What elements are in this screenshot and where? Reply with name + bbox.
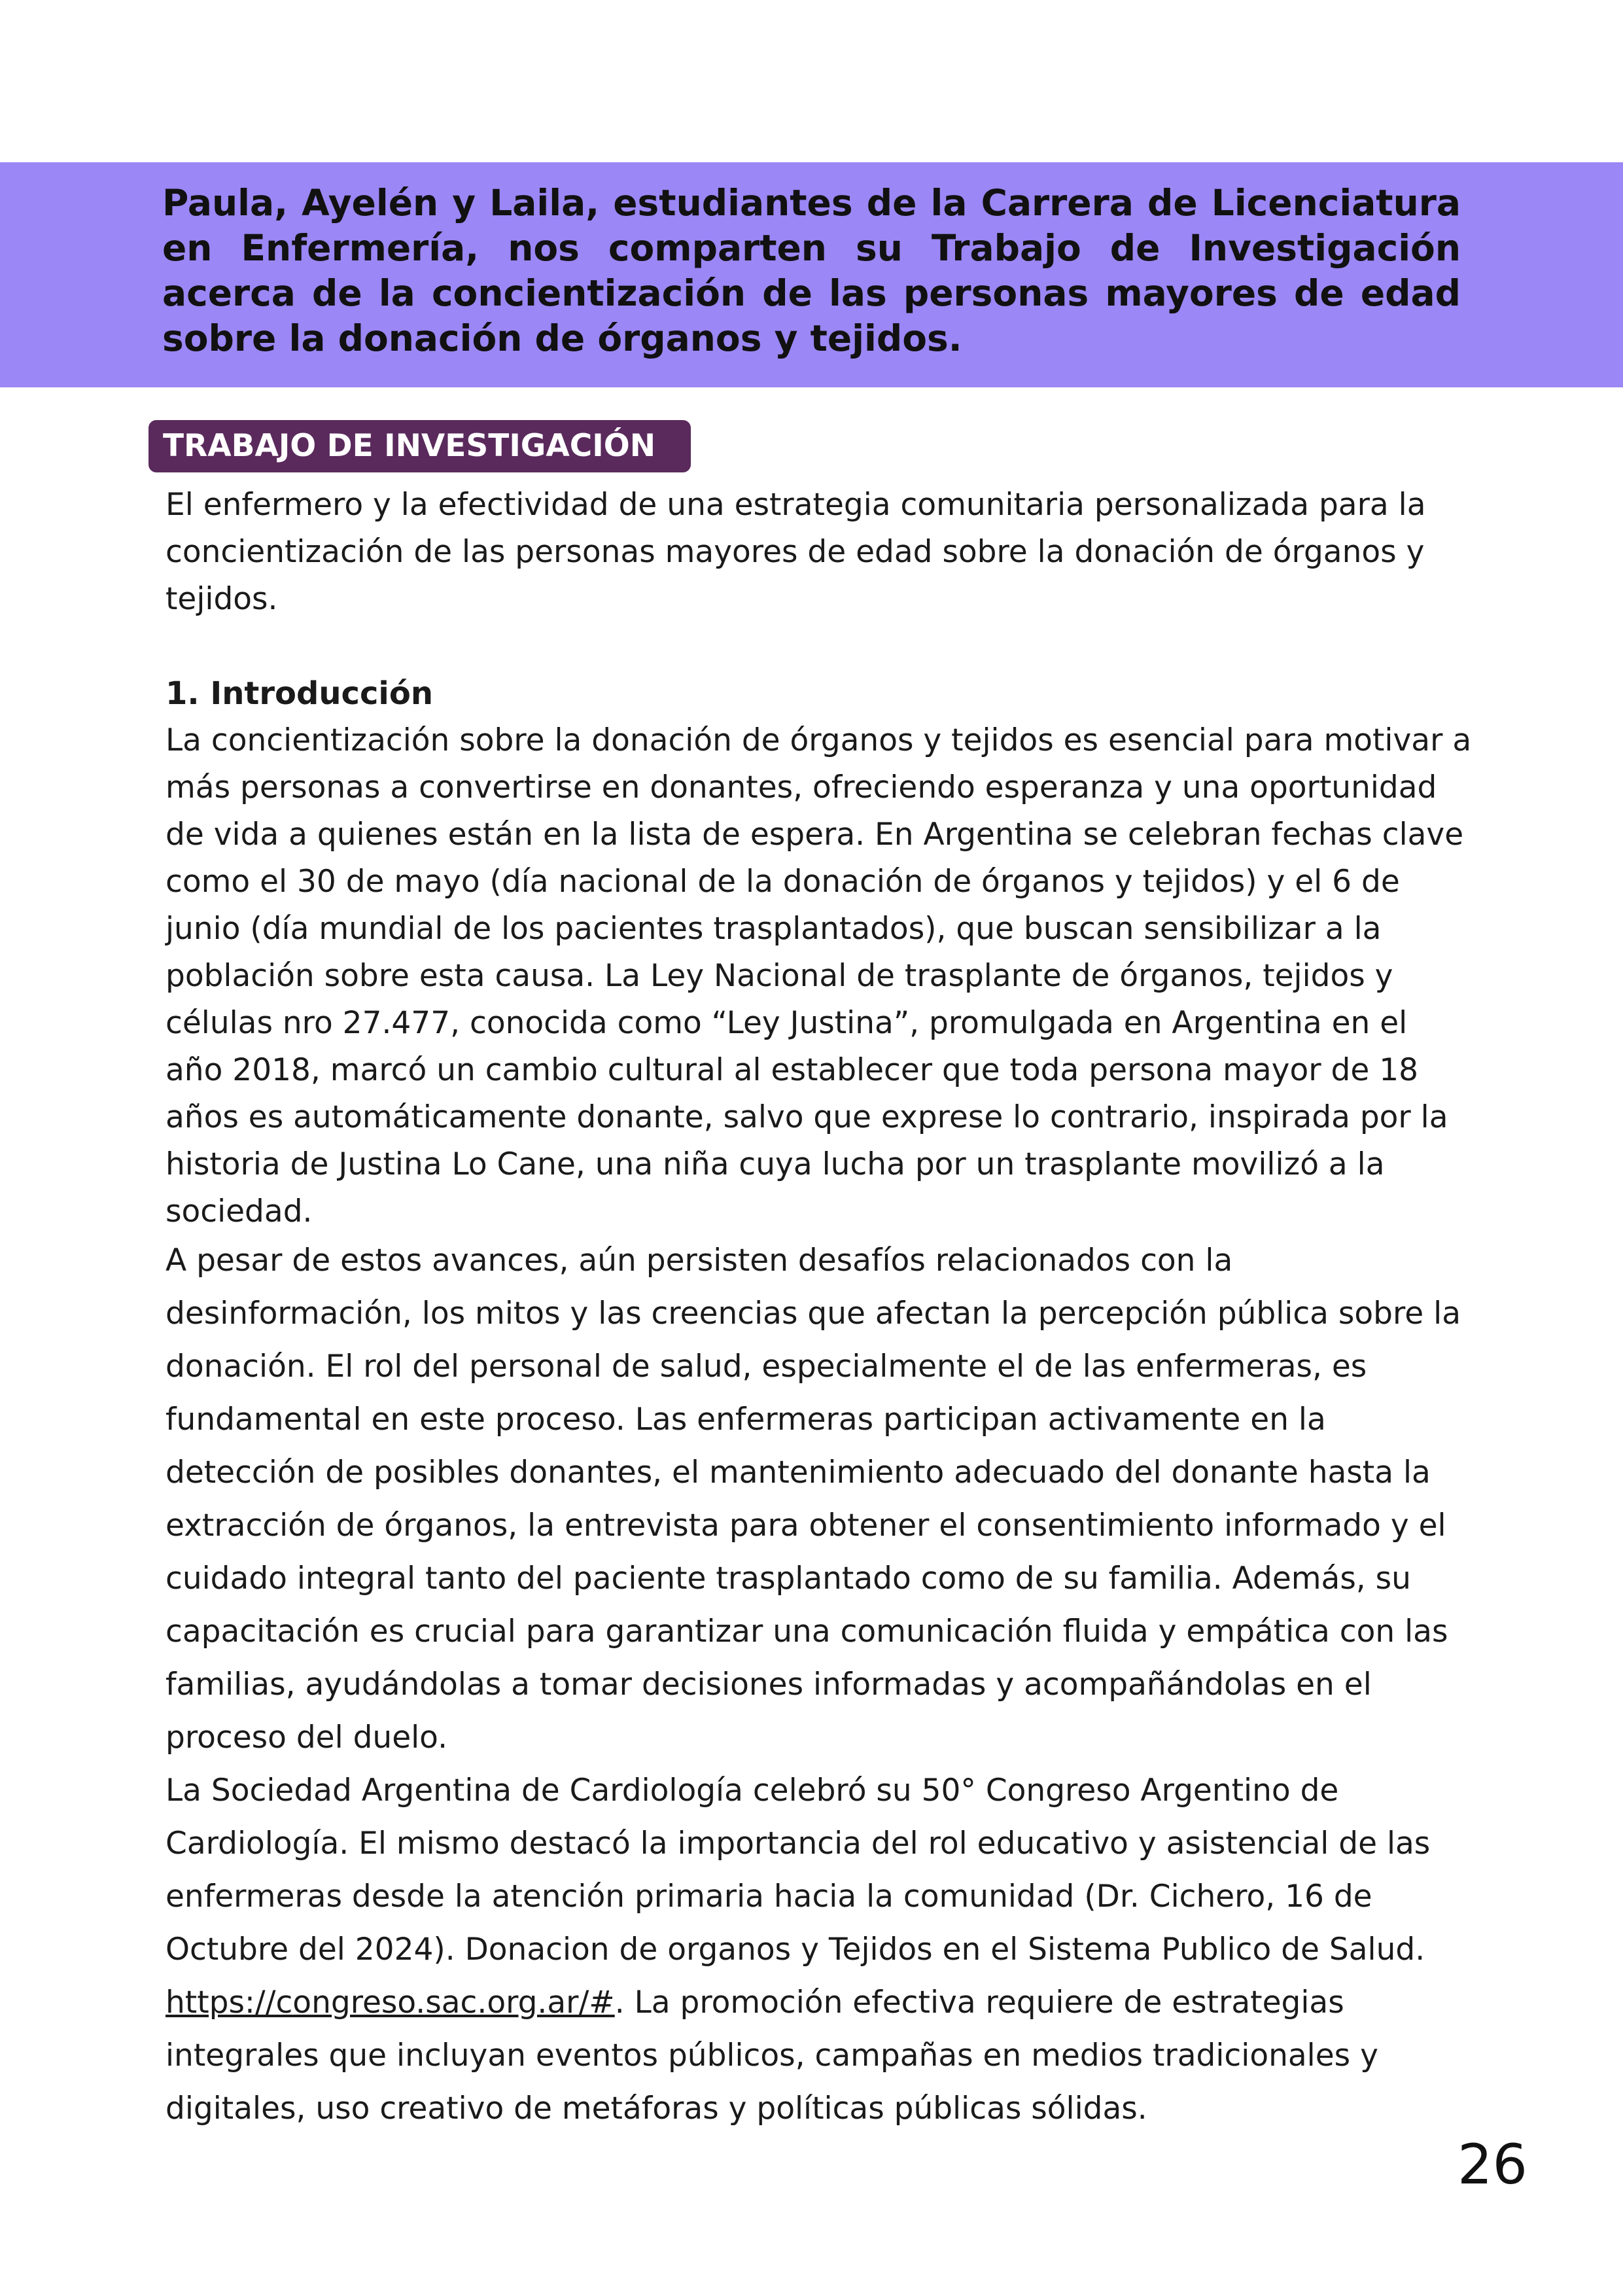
section-label-badge: TRABAJO DE INVESTIGACIÓN [148,420,691,472]
congress-link[interactable]: https://congreso.sac.org.ar/# [166,1985,615,2021]
paragraph-2: A pesar de estos avances, aún persisten desafíos relacionados con la desinformación, los mitos y las creencias que afectan la percepción pública sobre la donación. El rol del personal de salud, especialmente el de las enfermeras, es fundamental en este proceso. Las enfermeras participan activamente en la detección de posibles donantes, el mantenimiento adecuado del donante hasta la extracción de órganos, la entrevista para obtener el consentimiento informado y el cuidado integral tanto del paciente trasplantado como de su familia. Además, su capacitación es crucial para garantizar una comunicación fluida y empática con las familias, ayudándolas a tomar decisiones informadas y acompañándolas en el proceso del duelo. [166,1243,1461,1756]
intro-banner-text: Paula, Ayelén y Laila, estudiantes de la Carrera de Licenciatura en Enfermería, nos comparten su Trabajo de Investigación acerca de la concientización de las personas mayores de edad sobre la donación de órganos y tejidos. [162,182,1461,359]
article-title: El enfermero y la efectividad de una estrategia comunitaria personalizada para la concientización de las personas mayores de edad sobre la donación de órganos y tejidos. [166,487,1426,617]
paragraph-3-text-start: La Sociedad Argentina de Cardiología celebró su 50° Congreso Argentino de Cardiología. El mismo destacó la importancia del rol educativo y asistencial de las enfermeras desde la atención primaria hacia la comunidad (Dr. Cichero, 16 de Octubre del 2024). Donacion de organos y Tejidos en el Sistema Publico de Salud. [166,1773,1431,1968]
paragraph-1: La concientización sobre la donación de órganos y tejidos es esencial para motivar a más personas a convertirse en donantes, ofreciendo esperanza y una oportunidad de vida a quienes están en la lista de espera. En Argentina se celebran fechas clave como el 30 de mayo (día nacional de la donación de órganos y tejidos) y el 6 de junio (día mundial de los pacientes trasplantados), que buscan sensibilizar a la población sobre esta causa. La Ley Nacional de trasplante de órganos, tejidos y células nro 27.477, conocida como “Ley Justina”, promulgada en Argentina en el año 2018, marcó un cambio cultural al establecer que toda persona mayor de 18 años es automáticamente donante, salvo que exprese lo contrario, inspirada por la historia de Justina Lo Cane, una niña cuya lucha por un trasplante movilizó a la sociedad. [166,722,1472,1229]
page-number: 26 [1457,2132,1527,2197]
paragraph-3 [166,1764,1474,2135]
introduction-heading: 1. Introducción [166,675,434,712]
paragraph-3-text-end: . La promoción efectiva requiere de estrategias integrales que incluyan eventos públicos, campañas en medios tradicionales y digitales, uso creativo de metáforas y políticas públicas sólidas. [166,1985,1378,2127]
